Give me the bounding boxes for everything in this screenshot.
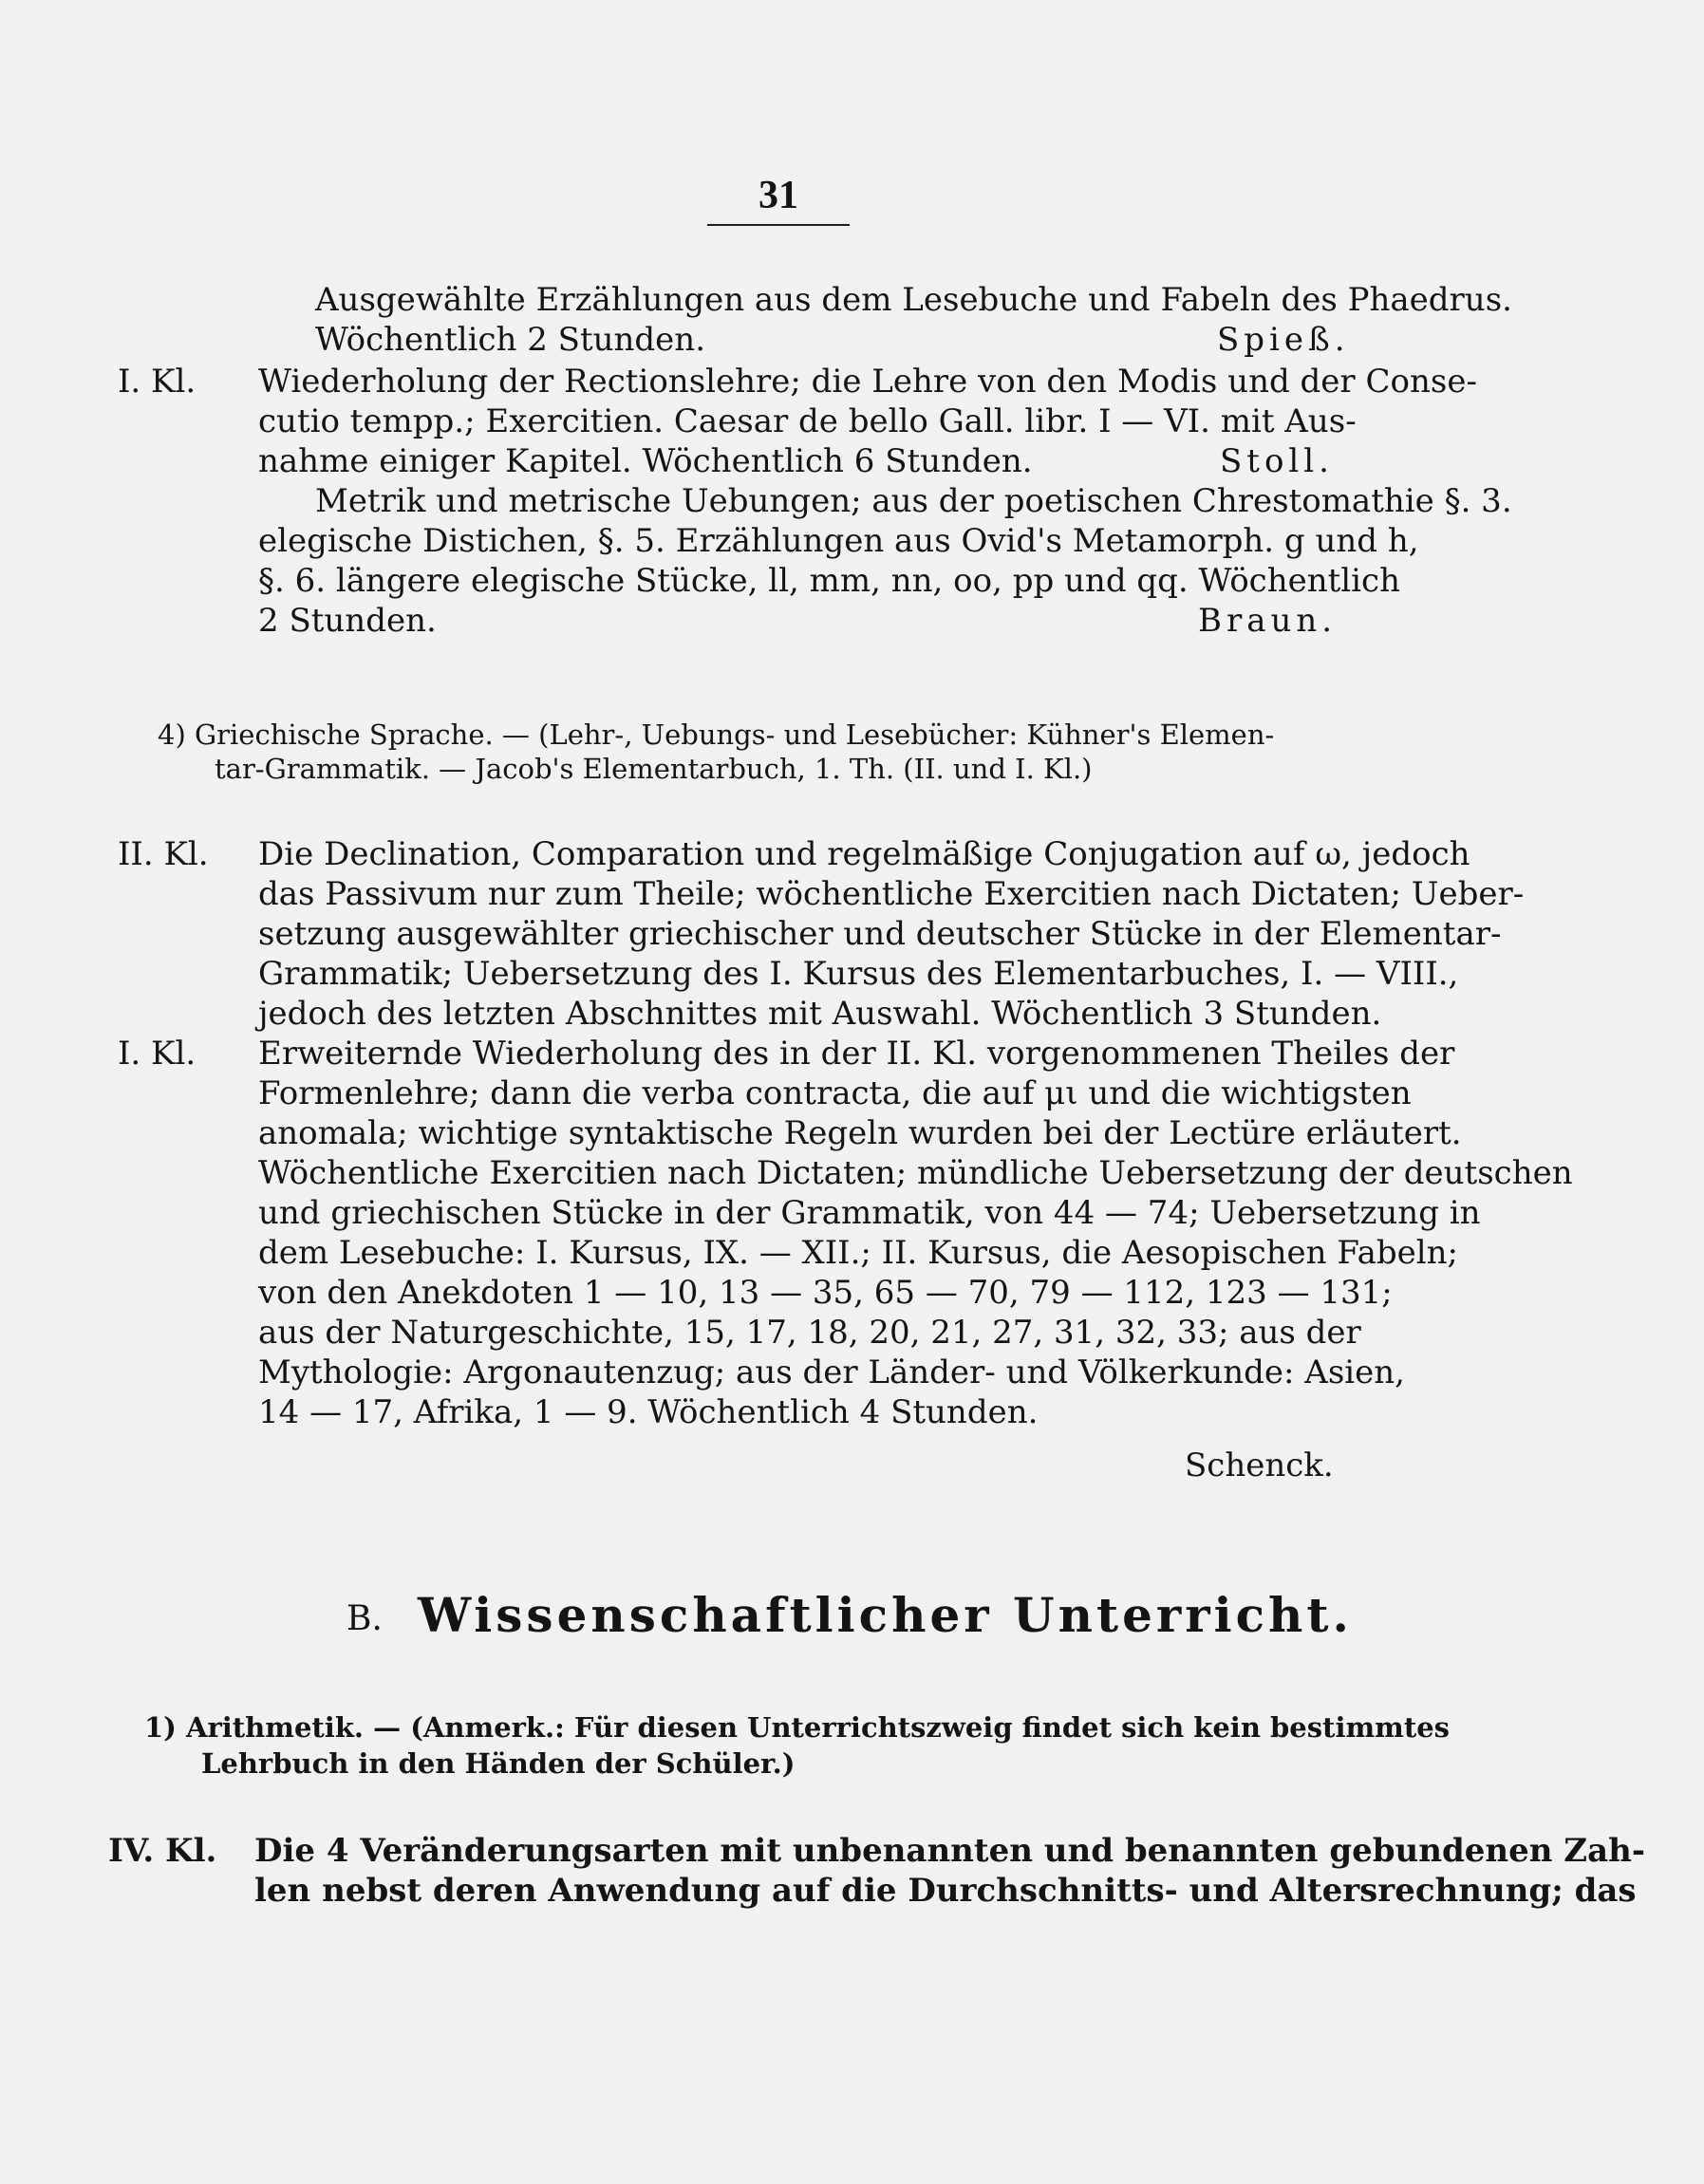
text-line: Mythologie: Argonautenzug; aus der Länder- und Völkerkunde: Asien, (258, 1353, 1405, 1391)
text-line: Die 4 Veränderungsarten mit unbenannten und benannten gebundenen Zah- (254, 1832, 1645, 1870)
text-line: anomala; wichtige syntaktische Regeln wurden bei der Lectüre erläutert. (258, 1114, 1462, 1152)
class-label: II. Kl. (118, 835, 209, 873)
teacher-name: Spieß. (1217, 321, 1350, 359)
class-label: I. Kl. (118, 1035, 197, 1073)
text-line: nahme einiger Kapitel. Wöchentlich 6 Stunden. (258, 442, 1033, 480)
teacher-name: Schenck. (1185, 1447, 1334, 1484)
text-line: elegische Distichen, §. 5. Erzählungen aus Ovid's Metamorph. g und h, (258, 522, 1419, 560)
page-number: 31 (758, 174, 798, 217)
text-line: Wöchentliche Exercitien nach Dictaten; mündliche Uebersetzung der deutschen (258, 1154, 1573, 1192)
teacher-name: Braun. (1198, 602, 1338, 640)
text-line: von den Anekdoten 1 — 10, 13 — 35, 65 — 70, 79 — 112, 123 — 131; (258, 1274, 1393, 1312)
text-line: und griechischen Stücke in der Grammatik, von 44 — 74; Uebersetzung in (258, 1194, 1481, 1232)
text-line: 14 — 17, Afrika, 1 — 9. Wöchentlich 4 Stunden. (258, 1393, 1039, 1431)
text-line: Grammatik; Uebersetzung des I. Kursus des Elementarbuches, I. — VIII., (258, 955, 1459, 993)
text-line: len nebst deren Anwendung auf die Durchschnitts- und Altersrechnung; das (254, 1872, 1637, 1910)
text-line: dem Lesebuche: I. Kursus, IX. — XII.; II. Kursus, die Aesopischen Fabeln; (258, 1234, 1459, 1272)
text-line: Wiederholung der Rectionslehre; die Lehre von den Modis und der Conse- (258, 363, 1477, 401)
class-label: IV. Kl. (108, 1832, 217, 1870)
text-line: Erweiternde Wiederholung des in der II. Kl. vorgenommenen Theiles der (258, 1035, 1455, 1073)
section-letter: B. (346, 1599, 383, 1638)
text-line: Metrik und metrische Uebungen; aus der poetischen Chrestomathie §. 3. (315, 482, 1512, 520)
text-line: Wöchentlich 2 Stunden. (315, 321, 706, 359)
subject-header-line: tar-Grammatik. — Jacob's Elementarbuch, 1. Th. (II. und I. Kl.) (215, 753, 1093, 785)
subject-header-line: 4) Griechische Sprache. — (Lehr-, Uebungs- und Lesebücher: Kühner's Elemen- (158, 719, 1275, 751)
section-heading: Wissenschaftlicher Unterricht. (418, 1587, 1353, 1643)
text-line: das Passivum nur zum Theile; wöchentliche Exercitien nach Dictaten; Ueber- (258, 875, 1525, 913)
subject-header-line: 1) Arithmetik. — (Anmerk.: Für diesen Unterrichtszweig findet sich kein bestimmtes (144, 1711, 1451, 1744)
text-line: cutio tempp.; Exercitien. Caesar de bello Gall. libr. I — VI. mit Aus- (258, 402, 1357, 440)
text-line: Formenlehre; dann die verba contracta, die auf μι und die wichtigsten (258, 1074, 1412, 1112)
text-line: setzung ausgewählter griechischer und deutscher Stücke in der Elementar- (258, 915, 1502, 953)
text-line: Die Declination, Comparation und regelmäßige Conjugation auf ω, jedoch (258, 835, 1470, 873)
text-line: jedoch des letzten Abschnittes mit Auswahl. Wöchentlich 3 Stunden. (258, 995, 1382, 1033)
page-number-rule (707, 224, 850, 226)
text-line: §. 6. längere elegische Stücke, ll, mm, nn, oo, pp und qq. Wöchentlich (258, 562, 1400, 600)
subject-header-line: Lehrbuch in den Händen der Schüler.) (201, 1747, 796, 1780)
text-line: aus der Naturgeschichte, 15, 17, 18, 20, 21, 27, 31, 32, 33; aus der (258, 1314, 1361, 1352)
teacher-name: Stoll. (1220, 442, 1334, 480)
class-label: I. Kl. (118, 363, 197, 401)
text-line: 2 Stunden. (258, 602, 437, 640)
text-line: Ausgewählte Erzählungen aus dem Lesebuche und Fabeln des Phaedrus. (315, 281, 1512, 319)
